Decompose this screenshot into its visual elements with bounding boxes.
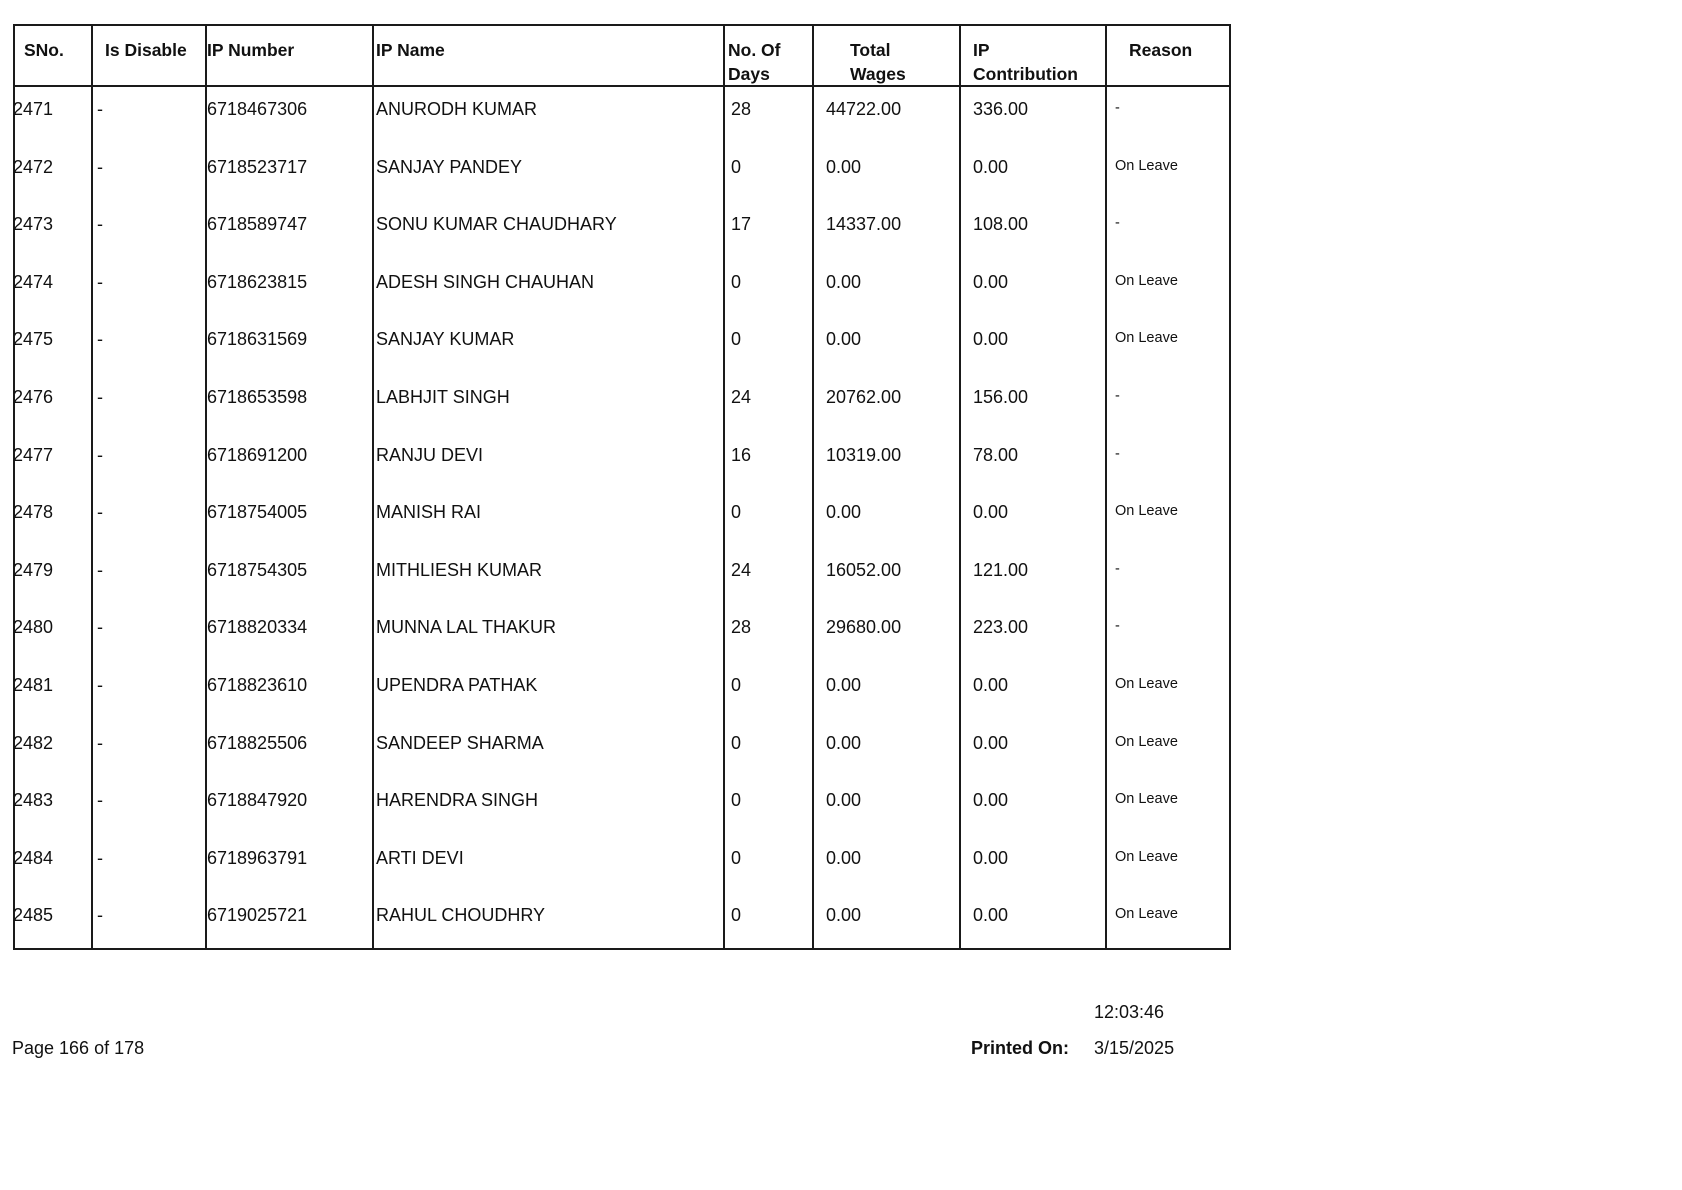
column-divider: [1105, 26, 1107, 948]
cell-contribution: 223.00: [973, 617, 1029, 638]
header-ip-contribution-line2: Contribution: [973, 64, 1078, 84]
contribution-table: [13, 24, 1231, 950]
cell-days: 0: [731, 502, 742, 523]
cell-reason: On Leave: [1115, 157, 1178, 174]
cell-wages: 0.00: [826, 675, 862, 695]
cell-is-disable: -: [97, 502, 103, 523]
cell-is-disable: -: [97, 99, 103, 119]
header-no-of-days-line2: Days: [728, 64, 770, 84]
cell-ip-name: MITHLIESH KUMAR: [376, 559, 543, 580]
cell-days: 0: [731, 329, 742, 350]
cell-wages: 14337.00: [826, 214, 902, 235]
cell-is-disable: -: [97, 271, 103, 292]
page-number: Page 166 of 178: [12, 1038, 145, 1058]
cell-days: 24: [731, 559, 752, 580]
cell-ip-number: 6718623815: [207, 271, 308, 292]
cell-ip-number: 6718589747: [207, 214, 308, 235]
cell-reason: -: [1115, 618, 1120, 635]
cell-days: 17: [731, 214, 752, 235]
cell-wages: 16052.00: [826, 559, 902, 580]
cell-reason: On Leave: [1115, 503, 1178, 520]
cell-ip-name: LABHJIT SINGH: [376, 387, 510, 407]
cell-sno: 2475: [13, 329, 54, 350]
printed-date: 3/15/2025: [1094, 1038, 1175, 1058]
cell-is-disable: -: [97, 559, 103, 580]
cell-sno: 2483: [13, 790, 54, 811]
cell-wages: 10319.00: [826, 444, 902, 465]
cell-is-disable: -: [97, 675, 103, 695]
header-no-of-days: [728, 38, 781, 86]
cell-wages: 29680.00: [826, 617, 902, 638]
cell-ip-number: 6718467306: [207, 99, 308, 119]
cell-reason: On Leave: [1115, 676, 1178, 692]
cell-days: 0: [731, 156, 742, 177]
cell-wages: 44722.00: [826, 99, 902, 119]
cell-is-disable: -: [97, 847, 103, 868]
header-total-wages: [850, 38, 906, 86]
cell-is-disable: -: [97, 329, 103, 350]
column-divider: [91, 26, 93, 948]
cell-contribution: 156.00: [973, 387, 1029, 407]
column-divider: [723, 26, 725, 948]
cell-ip-number: 6718754005: [207, 502, 308, 523]
cell-contribution: 0.00: [973, 847, 1009, 868]
header-reason: Reason: [1129, 40, 1193, 60]
cell-days: 28: [731, 617, 752, 638]
cell-ip-number: 6718820334: [207, 617, 308, 638]
header-ip-number: IP Number: [207, 40, 295, 60]
cell-ip-number: 6718847920: [207, 790, 308, 811]
header-total-wages-line1: Total: [850, 40, 891, 60]
cell-sno: 2474: [13, 271, 54, 292]
cell-sno: 2476: [13, 387, 54, 407]
cell-ip-name: RAHUL CHOUDHRY: [376, 905, 546, 926]
cell-ip-number: 6718631569: [207, 329, 308, 350]
cell-is-disable: -: [97, 444, 103, 465]
cell-ip-name: RANJU DEVI: [376, 444, 484, 465]
cell-contribution: 121.00: [973, 559, 1029, 580]
cell-ip-name: UPENDRA PATHAK: [376, 675, 538, 695]
cell-contribution: 0.00: [973, 675, 1009, 695]
cell-reason: On Leave: [1115, 791, 1178, 808]
cell-reason: -: [1115, 100, 1120, 116]
printed-time: 12:03:46: [1094, 1002, 1165, 1022]
header-ip-contribution-line1: IP: [973, 40, 990, 60]
cell-sno: 2477: [13, 444, 54, 465]
cell-wages: 0.00: [826, 905, 862, 926]
cell-contribution: 78.00: [973, 444, 1019, 465]
cell-sno: 2485: [13, 905, 54, 926]
cell-days: 0: [731, 675, 742, 695]
cell-ip-number: 6718653598: [207, 387, 308, 407]
cell-ip-number: 6718523717: [207, 156, 308, 177]
cell-days: 0: [731, 271, 742, 292]
cell-is-disable: -: [97, 790, 103, 811]
cell-contribution: 0.00: [973, 502, 1009, 523]
cell-sno: 2482: [13, 732, 54, 753]
cell-contribution: 0.00: [973, 732, 1009, 753]
cell-sno: 2479: [13, 559, 54, 580]
cell-sno: 2480: [13, 617, 54, 638]
cell-contribution: 0.00: [973, 329, 1009, 350]
cell-wages: 0.00: [826, 790, 862, 811]
cell-ip-number: 6718963791: [207, 847, 308, 868]
column-divider: [372, 26, 374, 948]
cell-reason: -: [1115, 560, 1120, 577]
cell-days: 0: [731, 790, 742, 811]
cell-ip-name: ARTI DEVI: [376, 847, 464, 868]
header-no-of-days-line1: No. Of: [728, 40, 781, 60]
cell-wages: 0.00: [826, 847, 862, 868]
cell-ip-number: 6718691200: [207, 444, 308, 465]
cell-contribution: 336.00: [973, 99, 1029, 119]
cell-sno: 2484: [13, 847, 54, 868]
cell-ip-name: MUNNA LAL THAKUR: [376, 617, 557, 638]
cell-is-disable: -: [97, 617, 103, 638]
cell-days: 0: [731, 847, 742, 868]
cell-days: 16: [731, 444, 752, 465]
cell-is-disable: -: [97, 905, 103, 926]
cell-sno: 2472: [13, 156, 54, 177]
column-divider: [959, 26, 961, 948]
cell-reason: On Leave: [1115, 906, 1178, 923]
cell-sno: 2481: [13, 675, 54, 695]
cell-sno: 2473: [13, 214, 54, 235]
cell-is-disable: -: [97, 387, 103, 407]
cell-wages: 0.00: [826, 732, 862, 753]
cell-days: 24: [731, 387, 752, 407]
cell-is-disable: -: [97, 732, 103, 753]
cell-ip-number: 6718754305: [207, 559, 308, 580]
cell-is-disable: -: [97, 156, 103, 177]
cell-contribution: 0.00: [973, 271, 1009, 292]
cell-ip-number: 6718823610: [207, 675, 308, 695]
cell-is-disable: -: [97, 214, 103, 235]
header-sno: SNo.: [24, 40, 64, 60]
cell-reason: On Leave: [1115, 330, 1178, 347]
cell-wages: 0.00: [826, 329, 862, 350]
cell-ip-name: SANJAY KUMAR: [376, 329, 515, 350]
cell-ip-name: SONU KUMAR CHAUDHARY: [376, 214, 617, 235]
cell-reason: -: [1115, 215, 1120, 232]
cell-contribution: 0.00: [973, 156, 1009, 177]
cell-contribution: 0.00: [973, 905, 1009, 926]
cell-sno: 2471: [13, 99, 54, 119]
column-divider: [812, 26, 814, 948]
cell-wages: 0.00: [826, 502, 862, 523]
cell-days: 0: [731, 905, 742, 926]
cell-days: 28: [731, 99, 752, 119]
cell-ip-name: ADESH SINGH CHAUHAN: [376, 271, 595, 292]
cell-reason: On Leave: [1115, 848, 1178, 865]
cell-wages: 20762.00: [826, 387, 902, 407]
cell-ip-name: ANURODH KUMAR: [376, 99, 538, 119]
header-ip-contribution: [973, 38, 1078, 86]
cell-reason: On Leave: [1115, 272, 1178, 289]
cell-ip-name: SANJAY PANDEY: [376, 156, 523, 177]
cell-days: 0: [731, 732, 742, 753]
cell-contribution: 108.00: [973, 214, 1029, 235]
cell-ip-name: MANISH RAI: [376, 502, 482, 523]
cell-reason: On Leave: [1115, 733, 1178, 750]
cell-ip-number: 6718825506: [207, 732, 308, 753]
cell-ip-name: SANDEEP SHARMA: [376, 732, 544, 753]
cell-reason: -: [1115, 388, 1120, 404]
cell-wages: 0.00: [826, 156, 862, 177]
cell-ip-number: 6719025721: [207, 905, 308, 926]
header-ip-name: IP Name: [376, 40, 445, 60]
cell-reason: -: [1115, 445, 1120, 462]
header-total-wages-line2: Wages: [850, 64, 906, 84]
cell-sno: 2478: [13, 502, 54, 523]
cell-contribution: 0.00: [973, 790, 1009, 811]
cell-wages: 0.00: [826, 271, 862, 292]
printed-on-label: Printed On:: [971, 1038, 1069, 1058]
cell-ip-name: HARENDRA SINGH: [376, 790, 539, 811]
header-is-disable: Is Disable: [105, 40, 187, 60]
